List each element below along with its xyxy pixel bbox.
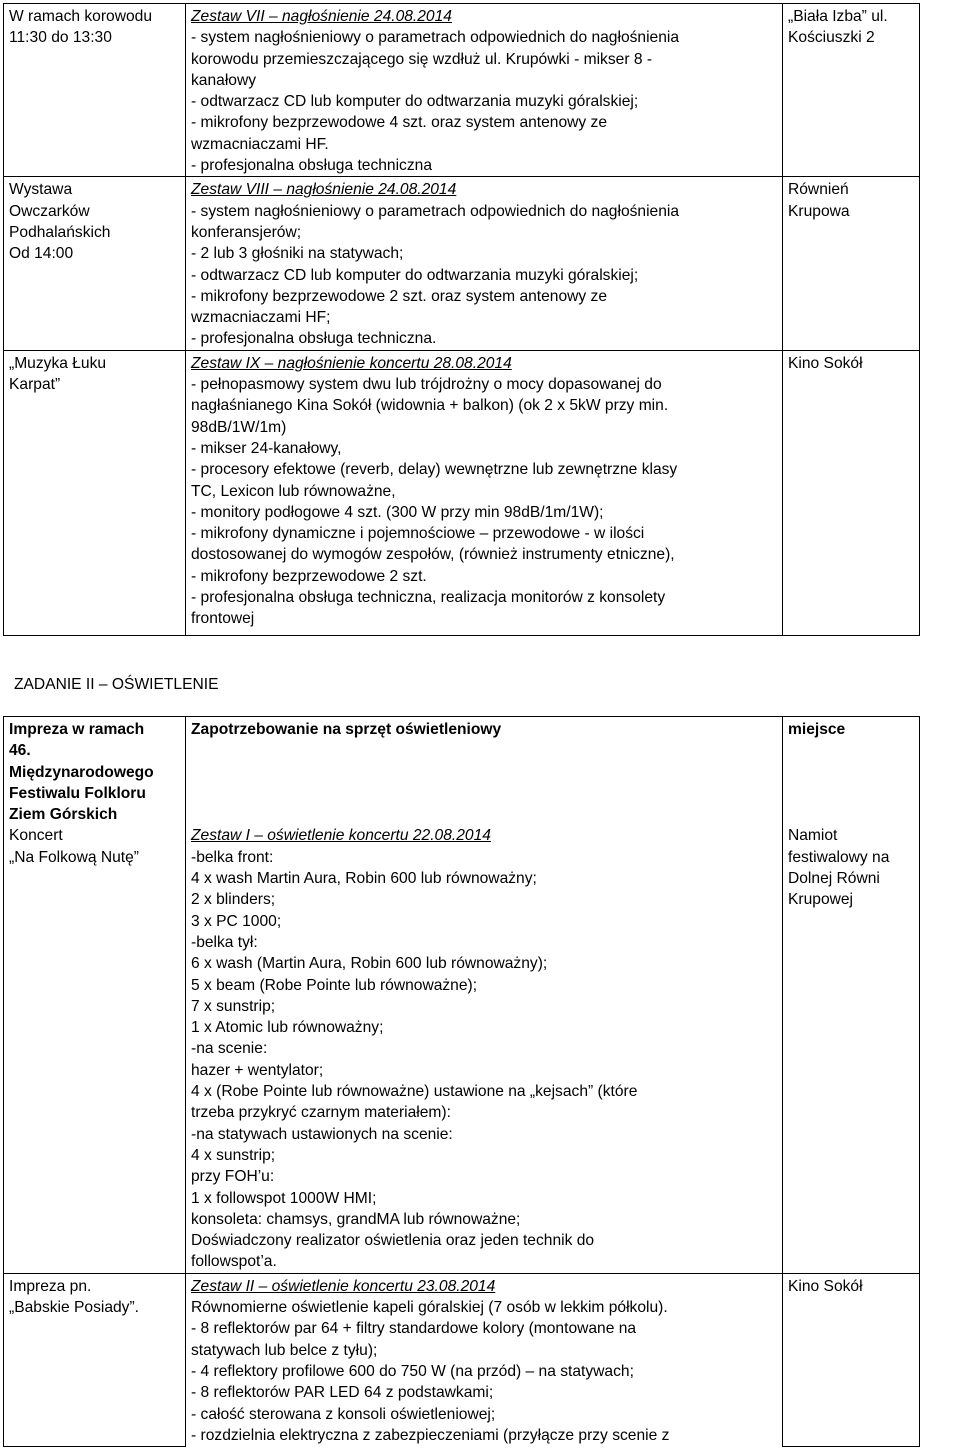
text-line: korowodu przemieszczającego się wzdłuż ul. Krupówki - mikser 8 - bbox=[191, 50, 653, 68]
text-line: nagłaśnianego Kina Sokół (widownia + balkon) (ok 2 x 5kW przy min. bbox=[191, 397, 669, 415]
set-heading: Zestaw I – oświetlenie koncertu 22.08.2014 bbox=[191, 827, 491, 845]
text-line: Impreza pn. bbox=[9, 1277, 92, 1295]
text-line: „Muzyka Łuku bbox=[9, 354, 107, 372]
text-line: 3 x PC 1000; bbox=[191, 912, 282, 930]
text-line: -na statywach ustawionych na scenie: bbox=[191, 1125, 453, 1143]
text-line: - procesory efektowe (reverb, delay) wewnętrzne lub zewnętrzne klasy bbox=[191, 461, 678, 479]
text-line: Doświadczony realizator oświetlenia oraz jeden technik do bbox=[191, 1232, 595, 1250]
text-line: wzmacniaczami HF; bbox=[191, 309, 331, 327]
text-line: - pełnopasmowy system dwu lub trójdrożny o mocy dopasowanej do bbox=[191, 376, 662, 394]
set-heading: Zestaw VII – nagłośnienie 24.08.2014 bbox=[191, 8, 452, 25]
event-cell bbox=[4, 717, 186, 1274]
requirements-cell bbox=[186, 350, 783, 635]
text-line: 98dB/1W/1m) bbox=[191, 418, 287, 436]
text-line: 5 x beam (Robe Pointe lub równoważne); bbox=[191, 976, 478, 994]
text-line: 7 x sunstrip; bbox=[191, 997, 276, 1015]
place-cell bbox=[783, 717, 920, 1274]
text-line: 46. bbox=[9, 742, 31, 760]
text-line: dostosowanej do wymogów zespołów, (również instrumenty etniczne), bbox=[191, 546, 675, 564]
text-line: Karpat” bbox=[9, 376, 61, 394]
text-line: trzeba przykryć czarnym materiałem): bbox=[191, 1104, 451, 1122]
place-cell bbox=[783, 4, 920, 177]
text-line: -belka tył: bbox=[191, 933, 258, 951]
text-line: Wystawa bbox=[9, 181, 73, 199]
text-line: -na scenie: bbox=[191, 1040, 268, 1058]
text-line: - 2 lub 3 głośniki na statywach; bbox=[191, 245, 404, 263]
text-line: „Babskie Posiady”. bbox=[9, 1299, 140, 1317]
text-line: - system nagłośnieniowy o parametrach odpowiednich do nagłośnienia bbox=[191, 29, 680, 47]
column-header-requirements: Zapotrzebowanie na sprzęt oświetleniowy bbox=[191, 721, 502, 738]
text-line: - profesjonalna obsługa techniczna bbox=[191, 157, 432, 175]
section-title: ZADANIE II – OŚWIETLENIE bbox=[14, 676, 219, 693]
text-line: Festiwalu Folkloru bbox=[9, 784, 146, 802]
event-cell bbox=[4, 177, 186, 350]
text-line: Impreza w ramach bbox=[9, 721, 145, 738]
text-line: - mikrofony dynamiczne i pojemnościowe – przewodowe - w ilości bbox=[191, 525, 645, 543]
text-line: - monitory podłogowe 4 szt. (300 W przy min 98dB/1m/1W); bbox=[191, 503, 604, 521]
text-line: Kino Sokół bbox=[788, 354, 863, 372]
table-row bbox=[4, 177, 920, 350]
text-line: Od 14:00 bbox=[9, 245, 74, 263]
text-line: - mikser 24-kanałowy, bbox=[191, 439, 342, 457]
place-cell bbox=[783, 350, 920, 635]
table-row bbox=[4, 717, 920, 1274]
set-heading: Zestaw VIII – nagłośnienie 24.08.2014 bbox=[191, 181, 457, 199]
sound-requirements-table bbox=[3, 3, 920, 636]
place-cell bbox=[783, 1273, 920, 1446]
text-line: Międzynarodowego bbox=[9, 763, 154, 781]
text-line: - mikrofony bezprzewodowe 2 szt. bbox=[191, 567, 427, 585]
text-line: - odtwarzacz CD lub komputer do odtwarzania muzyki góralskiej; bbox=[191, 266, 639, 284]
text-line: Krupowa bbox=[788, 202, 850, 220]
text-line: konsoleta: chamsys, grandMA lub równoważne; bbox=[191, 1210, 521, 1228]
text-line: Równień bbox=[788, 181, 849, 199]
text-line: Ziem Górskich bbox=[9, 806, 118, 824]
table-row bbox=[4, 350, 920, 635]
text-line: - rozdzielnia elektryczna z zabezpieczeniami (przyłącze przy scenie z bbox=[191, 1426, 670, 1444]
text-line: - całość sterowana z konsoli oświetleniowej; bbox=[191, 1405, 496, 1423]
text-line: Kościuszki 2 bbox=[788, 29, 875, 47]
text-line: festiwalowy na bbox=[788, 848, 890, 866]
text-line: 2 x blinders; bbox=[191, 891, 276, 909]
lighting-requirements-table bbox=[3, 716, 920, 1447]
requirements-cell bbox=[186, 177, 783, 350]
column-header-place: miejsce bbox=[788, 721, 846, 738]
event-cell bbox=[4, 4, 186, 177]
place-cell bbox=[783, 177, 920, 350]
requirements-cell bbox=[186, 1273, 783, 1446]
text-line: Owczarków bbox=[9, 202, 90, 220]
text-line: - profesjonalna obsługa techniczna. bbox=[191, 330, 437, 348]
text-line: 1 x followspot 1000W HMI; bbox=[191, 1189, 377, 1207]
text-line: 6 x wash (Martin Aura, Robin 600 lub równoważny); bbox=[191, 955, 548, 973]
text-line: Podhalańskich bbox=[9, 223, 111, 241]
text-line: - 8 reflektorów PAR LED 64 z podstawkami; bbox=[191, 1384, 494, 1402]
text-line: Namiot bbox=[788, 827, 838, 845]
text-line: Koncert bbox=[9, 827, 63, 845]
text-line: Krupowej bbox=[788, 891, 854, 909]
text-line: - 4 reflektory profilowe 600 do 750 W (na przód) – na statywach; bbox=[191, 1362, 634, 1380]
text-line: 11:30 do 13:30 bbox=[9, 29, 112, 47]
text-line: - system nagłośnieniowy o parametrach odpowiednich do nagłośnienia bbox=[191, 202, 680, 220]
text-line: - profesjonalna obsługa techniczna, realizacja monitorów z konsolety bbox=[191, 589, 666, 607]
text-line: „Biała Izba” ul. bbox=[788, 8, 888, 25]
text-line: frontowej bbox=[191, 610, 255, 628]
text-line: -belka front: bbox=[191, 848, 274, 866]
text-line: „Na Folkową Nutę” bbox=[9, 848, 139, 866]
text-line: W ramach korowodu bbox=[9, 8, 152, 25]
table-row bbox=[4, 1273, 920, 1446]
text-line: wzmacniaczami HF. bbox=[191, 135, 329, 153]
event-cell bbox=[4, 350, 186, 635]
text-line: 4 x (Robe Pointe lub równoważne) ustawione na „kejsach” (które bbox=[191, 1083, 638, 1101]
set-heading: Zestaw IX – nagłośnienie koncertu 28.08.2014 bbox=[191, 354, 512, 372]
text-line: followspot’a. bbox=[191, 1253, 277, 1271]
text-line: statywach lub belce z tyłu); bbox=[191, 1341, 378, 1359]
text-line: konferansjerów; bbox=[191, 223, 302, 241]
text-line: Dolnej Równi bbox=[788, 870, 880, 888]
text-line: Równomierne oświetlenie kapeli góralskiej (7 osób w lekkim półkolu). bbox=[191, 1299, 668, 1317]
text-line: kanałowy bbox=[191, 71, 257, 89]
event-cell bbox=[4, 1273, 186, 1446]
text-line: 4 x wash Martin Aura, Robin 600 lub równoważny; bbox=[191, 870, 537, 888]
text-line: - mikrofony bezprzewodowe 4 szt. oraz system antenowy ze bbox=[191, 114, 608, 132]
requirements-cell bbox=[186, 717, 783, 1274]
requirements-cell bbox=[186, 4, 783, 177]
table-row bbox=[4, 4, 920, 177]
text-line: TC, Lexicon lub równoważne, bbox=[191, 482, 396, 500]
text-line: przy FOH’u: bbox=[191, 1168, 275, 1186]
text-line: 1 x Atomic lub równoważny; bbox=[191, 1019, 384, 1037]
text-line: - 8 reflektorów par 64 + filtry standardowe kolory (montowane na bbox=[191, 1320, 637, 1338]
text-line: - odtwarzacz CD lub komputer do odtwarzania muzyki góralskiej; bbox=[191, 93, 639, 111]
text-line: Kino Sokół bbox=[788, 1277, 863, 1295]
text-line: 4 x sunstrip; bbox=[191, 1146, 276, 1164]
set-heading: Zestaw II – oświetlenie koncertu 23.08.2014 bbox=[191, 1277, 496, 1295]
text-line: hazer + wentylator; bbox=[191, 1061, 324, 1079]
text-line: - mikrofony bezprzewodowe 2 szt. oraz system antenowy ze bbox=[191, 287, 608, 305]
